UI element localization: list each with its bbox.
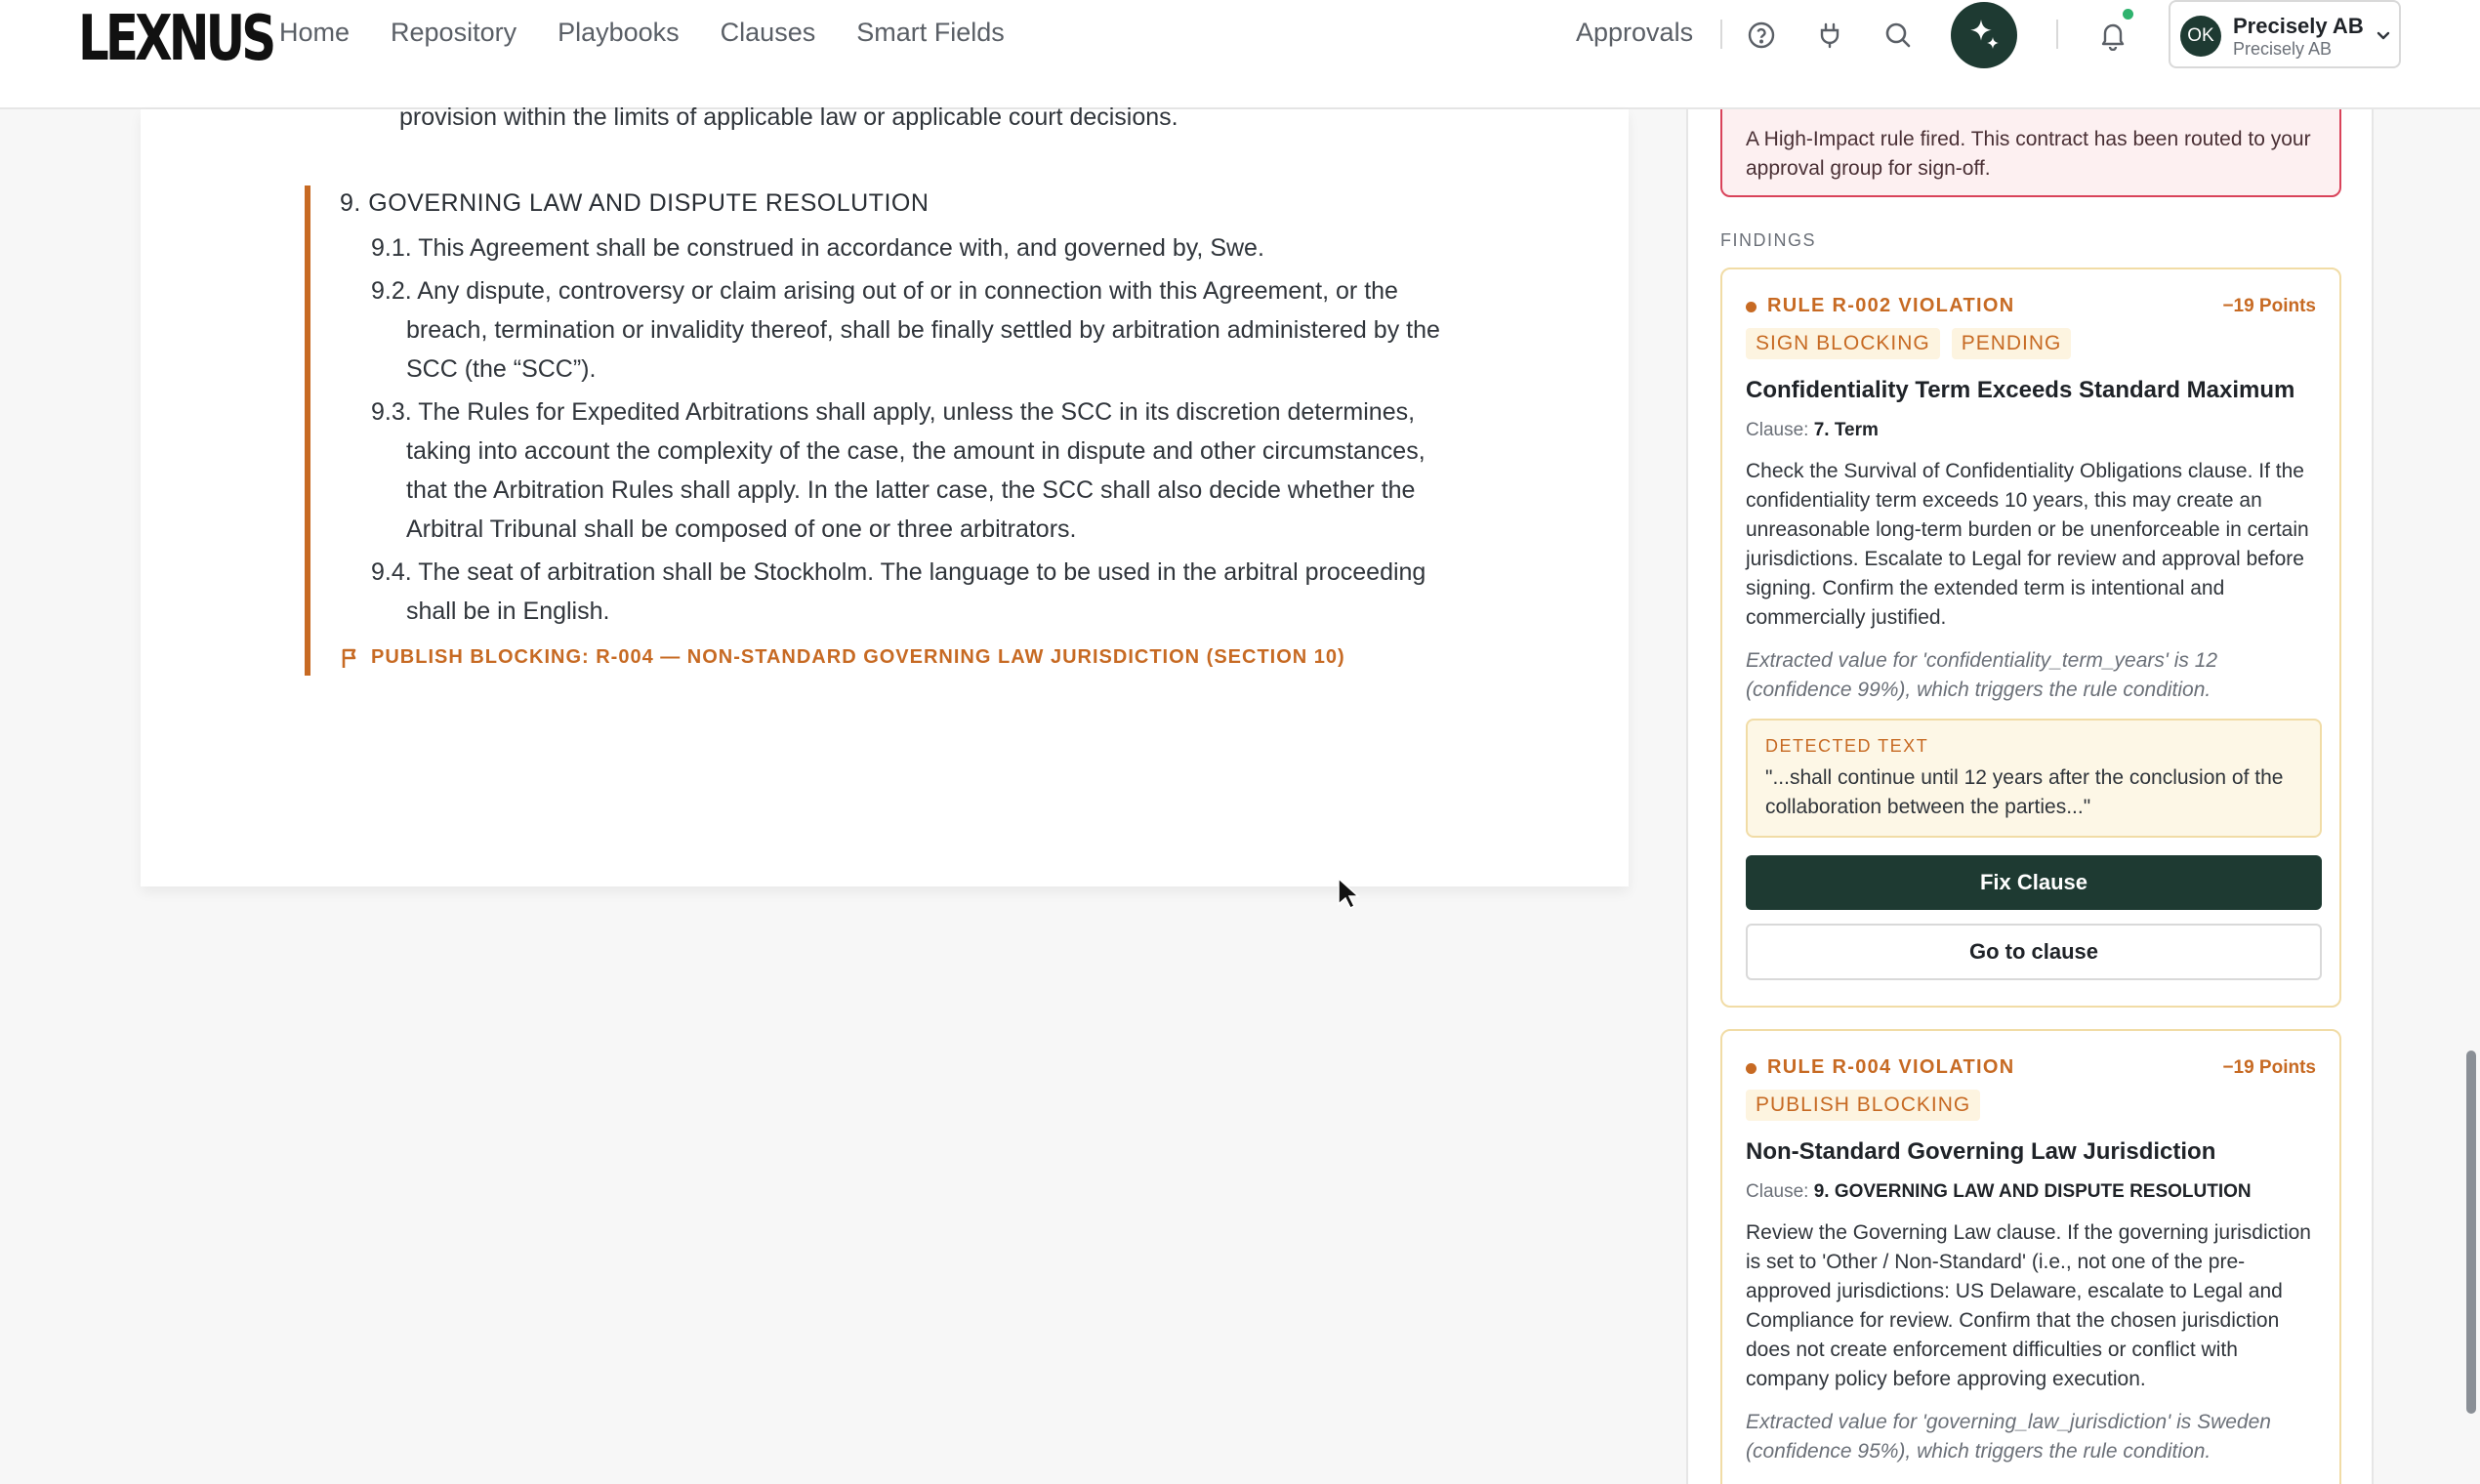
nav-divider: [1720, 20, 1722, 49]
rule-points: −19 Points: [2222, 1057, 2316, 1078]
detected-text-box: [1746, 719, 2322, 838]
ai-assistant-button[interactable]: [1951, 2, 2017, 68]
nav-playbooks[interactable]: Playbooks: [558, 18, 680, 47]
detected-text-label: DETECTED TEXT: [1765, 736, 1929, 756]
rule-header: [1746, 293, 2316, 320]
account-switcher[interactable]: [2169, 0, 2401, 68]
publish-blocking-flag[interactable]: [340, 646, 1345, 669]
tag-sign-blocking: SIGN BLOCKING: [1746, 328, 1940, 359]
nav-home[interactable]: Home: [279, 18, 351, 47]
clause-text: The seat of arbitration shall be Stockholm. The language to be used in the arbitral proceeding shall be in English.: [406, 558, 1426, 625]
rule-label: RULE R-002 VIOLATION: [1767, 295, 2015, 316]
rule-status-dot: [1746, 302, 1757, 312]
rule-points: −19 Points: [2222, 296, 2316, 316]
rule-status-dot: [1746, 1063, 1757, 1074]
account-org: Precisely AB: [2233, 39, 2333, 59]
finding-tags: [1746, 1090, 1980, 1121]
high-impact-alert: [1720, 109, 2341, 197]
nav-clauses[interactable]: Clauses: [720, 18, 816, 47]
clause-number: 9.4.: [371, 558, 412, 586]
review-findings-panel: [1686, 109, 2374, 1484]
bell-icon[interactable]: [2097, 20, 2129, 51]
clause-ref-value: 9. GOVERNING LAW AND DISPUTE RESOLUTION: [1813, 1181, 2252, 1202]
detected-text-quote: "...shall continue until 12 years after the conclusion of the collaboration between the parties...": [1765, 766, 2284, 818]
nav-repository[interactable]: Repository: [391, 18, 517, 47]
flagged-section-governing-law[interactable]: [305, 186, 1457, 676]
clause-ref-value: 7. Term: [1813, 420, 1879, 440]
sparkle-icon: [1964, 16, 2004, 55]
mouse-cursor-icon: [1337, 877, 1360, 910]
alert-text: A High-Impact rule fired. This contract has been routed to your approval group for sign-off.: [1746, 128, 2311, 180]
clause-text: Any dispute, controversy or claim arising out of or in connection with this Agreement, or the breach, termination or invalidity thereof, shall be finally settled by arbitration administered by the SCC (the “SCC”).: [406, 277, 1440, 383]
nav-approvals[interactable]: Approvals: [1576, 18, 1694, 47]
avatar: OK: [2180, 16, 2221, 57]
go-to-clause-button[interactable]: Go to clause: [1746, 924, 2322, 980]
flag-icon: [340, 647, 359, 669]
clause-9-1[interactable]: [371, 228, 1445, 268]
tag-publish-blocking: PUBLISH BLOCKING: [1746, 1090, 1980, 1121]
clause-9-2[interactable]: [371, 271, 1445, 389]
extracted-value-note: Extracted value for 'confidentiality_term_years' is 12 (confidence 99%), which triggers the rule condition.: [1746, 649, 2218, 701]
finding-clause-ref[interactable]: [1746, 420, 1879, 441]
nav-divider: [2056, 20, 2058, 49]
previous-clause-text: provision within the limits of applicable law or applicable court decisions.: [399, 103, 1178, 131]
clause-text: This Agreement shall be construed in accordance with, and governed by, Swe.: [418, 234, 1264, 262]
clause-ref-label: Clause:: [1746, 1181, 1809, 1202]
panel-scrollbar[interactable]: [2466, 1051, 2476, 1414]
clause-number: 9.2.: [371, 277, 412, 305]
clause-9-4[interactable]: [371, 553, 1445, 631]
finding-card-r-004: [1720, 1029, 2341, 1484]
finding-description: Review the Governing Law clause. If the governing jurisdiction is set to 'Other / Non-Standard' (i.e., not one of the pre-approved jurisdictions: US Delaware, escalate to Legal and Compliance for review. Confirm that the chosen jurisdiction does not create enforcement difficulties or conflict with company policy before approving execution.: [1746, 1221, 2311, 1390]
finding-tags: [1746, 328, 2071, 359]
clause-9-3[interactable]: [371, 392, 1445, 549]
plug-icon[interactable]: [1814, 20, 1845, 51]
notification-dot: [2123, 9, 2133, 20]
account-name: Precisely AB: [2233, 14, 2364, 38]
extracted-value-note: Extracted value for 'governing_law_jurisdiction' is Sweden (confidence 95%), which triggers the rule condition.: [1746, 1411, 2271, 1463]
findings-heading: FINDINGS: [1720, 230, 1817, 250]
main-nav: [279, 18, 1005, 47]
top-navigation-bar: [0, 0, 2480, 109]
help-icon[interactable]: [1746, 20, 1777, 51]
section-title: 9. GOVERNING LAW AND DISPUTE RESOLUTION: [340, 189, 930, 217]
tag-pending: PENDING: [1952, 328, 2072, 359]
finding-description: Check the Survival of Confidentiality Obligations clause. If the confidentiality term exceeds 10 years, this may create an unreasonable long-term burden or be unenforceable in certain jurisdictions. Escalate to Legal for review and approval before signing. Confirm the extended term is intentional and commercially justified.: [1746, 460, 2309, 629]
finding-clause-ref[interactable]: [1746, 1181, 2252, 1203]
flag-text: PUBLISH BLOCKING: R-004 — NON-STANDARD GOVERNING LAW JURISDICTION (SECTION 10): [371, 646, 1345, 668]
clause-text: The Rules for Expedited Arbitrations shall apply, unless the SCC in its discretion determines, taking into account the complexity of the case, the amount in dispute and other circumstances, that the Arbitration Rules shall apply. In the latter case, the SCC shall also decide whether the Arbitral Tribunal shall be composed of one or three arbitrators.: [406, 398, 1426, 543]
finding-card-r-002: [1720, 268, 2341, 1008]
nav-smart-fields[interactable]: Smart Fields: [856, 18, 1005, 47]
clause-number: 9.1.: [371, 234, 412, 262]
rule-label: RULE R-004 VIOLATION: [1767, 1056, 2015, 1078]
fix-clause-button[interactable]: Fix Clause: [1746, 855, 2322, 910]
rule-header: [1746, 1054, 2316, 1082]
clause-number: 9.3.: [371, 398, 412, 426]
finding-title: Non-Standard Governing Law Jurisdiction: [1746, 1138, 2216, 1165]
clause-ref-label: Clause:: [1746, 420, 1809, 440]
chevron-down-icon: [2374, 25, 2393, 45]
search-icon[interactable]: [1882, 20, 1914, 51]
app-logo[interactable]: LEXNUS: [78, 3, 273, 75]
finding-title: Confidentiality Term Exceeds Standard Maximum: [1746, 377, 2295, 403]
